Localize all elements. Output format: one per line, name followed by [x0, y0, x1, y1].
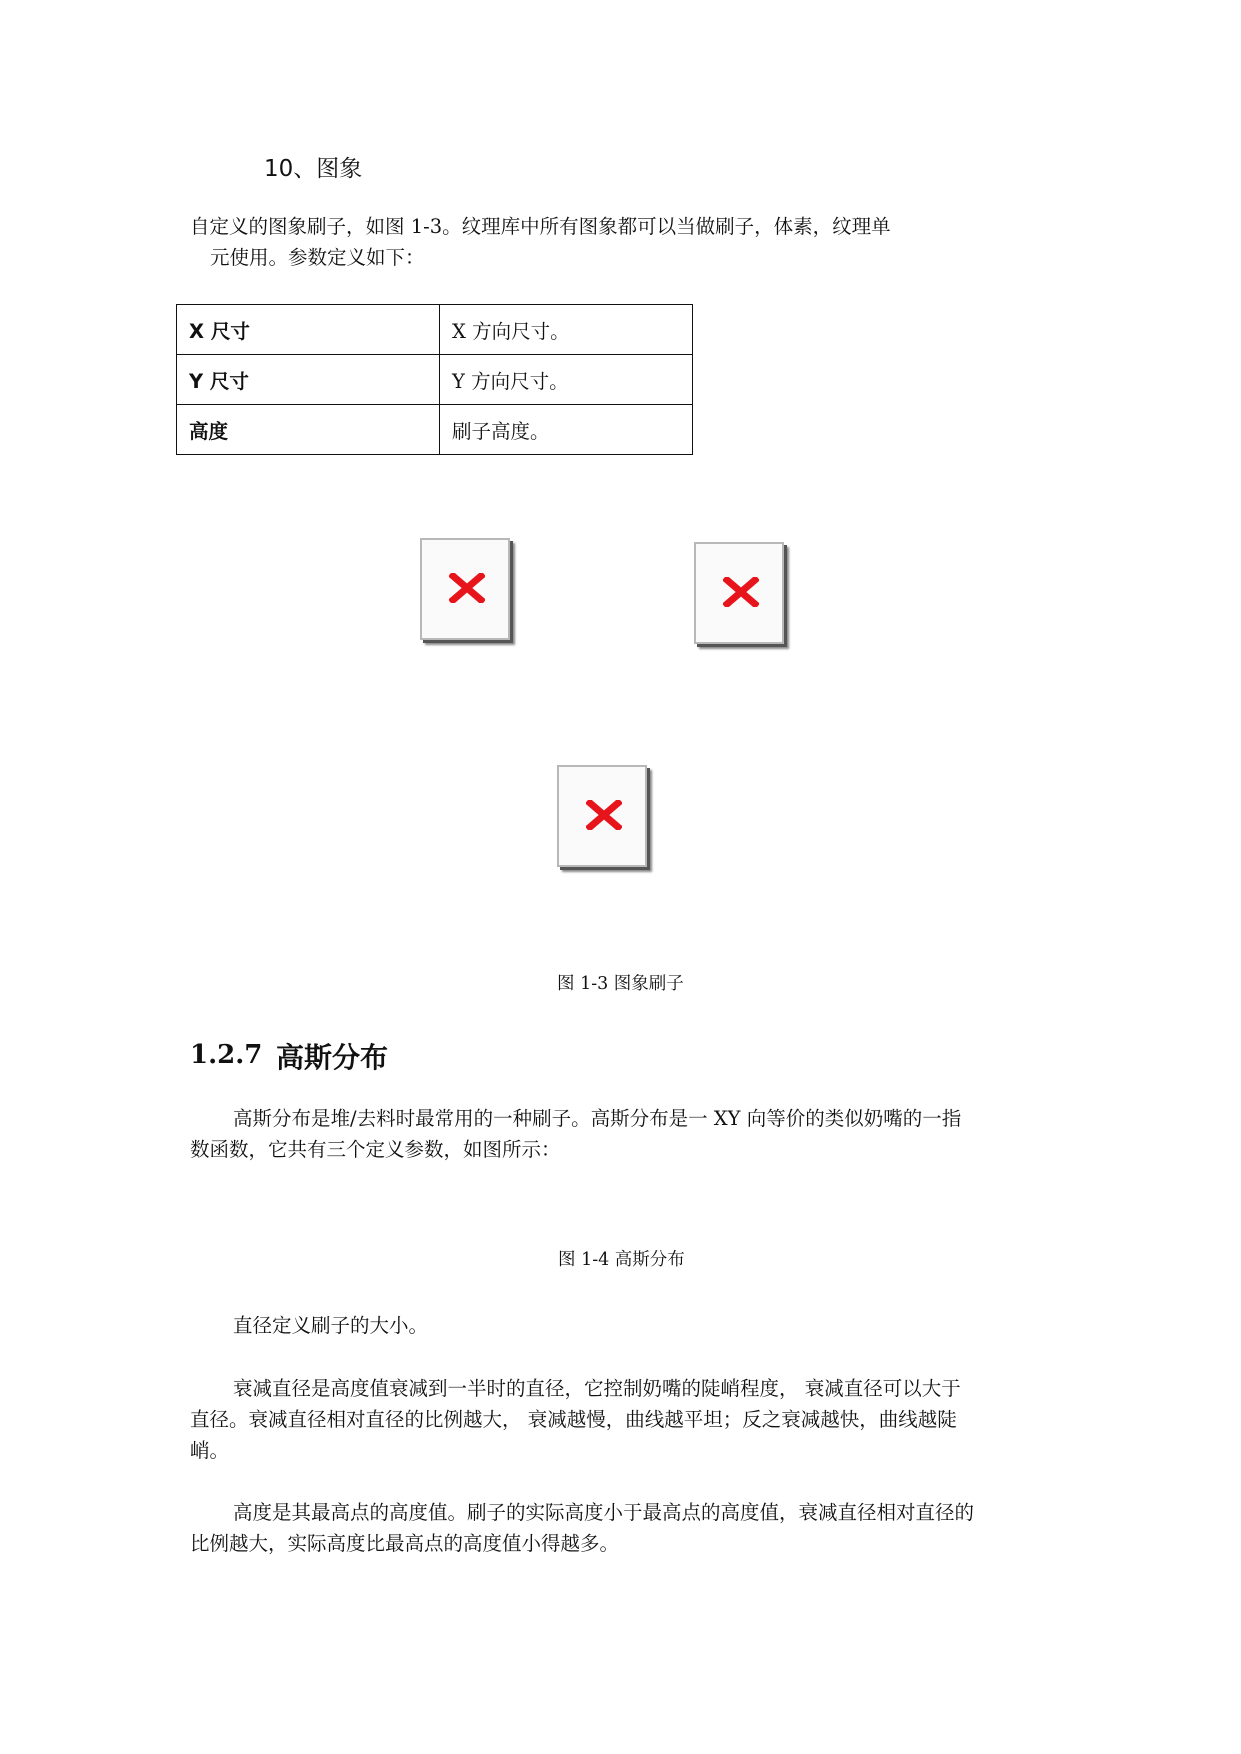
table-row — [177, 305, 693, 355]
diameter-paragraph: 直径定义刷子的大小。 — [233, 1314, 429, 1337]
broken-image-icon — [420, 538, 510, 640]
heading-title: 高斯分布 — [276, 1041, 389, 1074]
section-title: 10、图象 — [264, 156, 363, 182]
table-row — [177, 405, 693, 455]
height-paragraph-line-2: 比例越大，实际高度比最高点的高度值小得越多。 — [190, 1532, 620, 1555]
param-desc: X 方向尺寸。 — [440, 305, 693, 355]
param-name: X 尺寸 — [177, 305, 440, 355]
param-name: Y 尺寸 — [177, 355, 440, 405]
decay-paragraph-line-1: 衰减直径是高度值衰减到一半时的直径，它控制奶嘴的陡峭程度， 衰减直径可以大于 — [233, 1377, 961, 1400]
red-x-icon — [449, 573, 485, 603]
red-x-icon — [586, 800, 622, 830]
broken-image-icon — [557, 765, 647, 867]
broken-image-icon — [694, 542, 784, 644]
param-name: 高度 — [177, 405, 440, 455]
gauss-paragraph-line-1: 高斯分布是堆/去料时最常用的一种刷子。高斯分布是一 XY 向等价的类似奶嘴的一指 — [233, 1107, 962, 1130]
param-desc: Y 方向尺寸。 — [440, 355, 693, 405]
param-desc: 刷子高度。 — [440, 405, 693, 455]
figure-caption: 图 1-4 高斯分布 — [558, 1250, 685, 1270]
intro-line-1: 自定义的图象刷子，如图 1-3。纹理库中所有图象都可以当做刷子，体素，纹理单 — [190, 215, 891, 238]
red-x-icon — [723, 577, 759, 607]
gauss-paragraph-line-2: 数函数，它共有三个定义参数，如图所示： — [190, 1138, 561, 1161]
table-row — [177, 355, 693, 405]
heading-number: 1.2.7 — [190, 1040, 263, 1070]
intro-line-2: 元使用。参数定义如下： — [210, 246, 425, 269]
decay-paragraph-line-3: 峭。 — [190, 1439, 230, 1462]
figure-caption: 图 1-3 图象刷子 — [557, 974, 684, 994]
decay-paragraph-line-2: 直径。衰减直径相对直径的比例越大， 衰减越慢，曲线越平坦；反之衰减越快，曲线越陡 — [190, 1408, 957, 1431]
height-paragraph-line-1: 高度是其最高点的高度值。刷子的实际高度小于最高点的高度值，衰减直径相对直径的 — [233, 1501, 975, 1524]
parameter-table — [176, 304, 693, 455]
